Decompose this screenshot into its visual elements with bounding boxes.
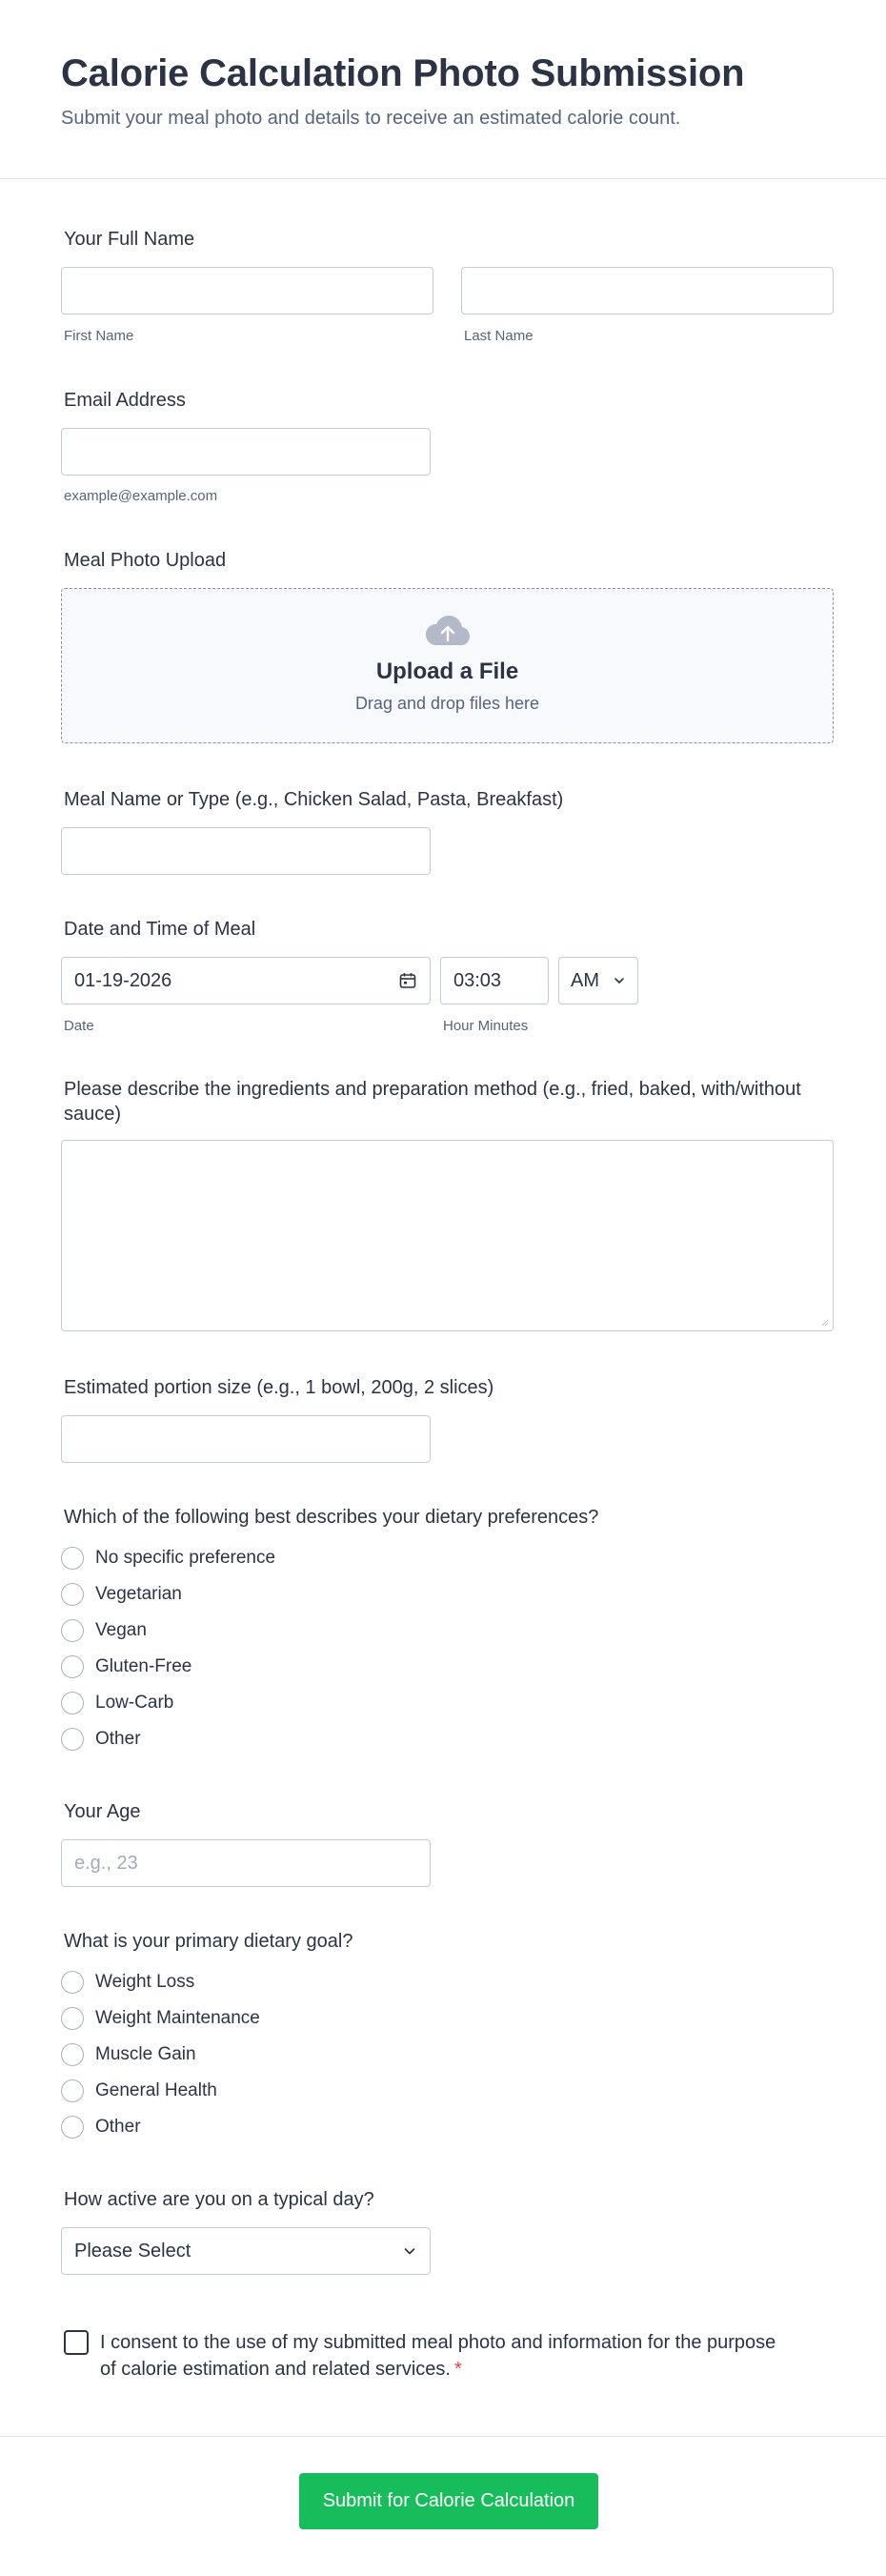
required-mark: * [453,2359,462,2380]
ampm-select[interactable] [558,957,638,1004]
goal-option-muscle-gain[interactable]: Muscle Gain [61,2037,260,2073]
submit-button[interactable]: Submit for Calorie Calculation [299,2473,598,2529]
goal-option-general-health[interactable]: General Health [61,2073,260,2109]
radio-button[interactable] [61,2116,84,2139]
date-value: 01-19-2026 [74,969,172,991]
ingredients-label: Please describe the ingredients and preparation method (e.g., fried, baked, with/without sauce) [64,1079,801,1125]
portion-label: Estimated portion size (e.g., 1 bowl, 200g, 2 slices) [64,1377,494,1398]
consent-text: I consent to the use of my submitted meal photo and information for the purpose of calorie estimation and related services. [100,2332,776,2380]
consent-field [61,2329,785,2383]
photo-label: Meal Photo Upload [64,550,227,571]
radio-button[interactable] [61,1728,84,1751]
chevron-down-icon [613,974,626,987]
form-header [0,0,886,179]
full-name-field [61,227,194,252]
consent-checkbox[interactable] [64,2330,89,2355]
full-name-label: Your Full Name [64,229,195,250]
dietary-radio-group [61,1540,275,1757]
goal-option-weight-loss[interactable]: Weight Loss [61,1964,260,2000]
date-input[interactable] [61,957,431,1004]
first-name-input[interactable] [61,267,433,314]
activity-selected-value: Please Select [74,2240,191,2262]
form-footer [0,2436,886,2576]
goal-option-other[interactable]: Other [61,2109,260,2145]
resize-handle-icon[interactable] [819,1317,829,1327]
age-input[interactable] [61,1839,431,1887]
email-sublabel: example@example.com [64,488,218,504]
goal-option-weight-maintenance[interactable]: Weight Maintenance [61,2000,260,2037]
radio-button[interactable] [61,1547,84,1570]
radio-button[interactable] [61,1655,84,1678]
radio-button[interactable] [61,2007,84,2030]
dietary-option-vegetarian[interactable]: Vegetarian [61,1576,275,1613]
ingredients-textarea[interactable] [61,1140,834,1331]
radio-button[interactable] [61,2043,84,2066]
upload-title: Upload a File [375,659,519,684]
age-label: Your Age [64,1801,141,1822]
calendar-icon[interactable] [398,971,417,990]
cloud-upload-icon [424,614,472,648]
email-input[interactable] [61,428,431,476]
radio-button[interactable] [61,1619,84,1642]
radio-button[interactable] [61,1971,84,1994]
activity-select[interactable] [61,2227,431,2275]
time-sublabel: Hour Minutes [443,1018,529,1034]
time-input[interactable] [440,957,549,1004]
dietary-option-low-carb[interactable]: Low-Carb [61,1685,275,1721]
meal-name-input[interactable] [61,827,431,875]
dietary-option-vegan[interactable]: Vegan [61,1613,275,1649]
page-subtitle: Submit your meal photo and details to receive an estimated calorie count. [61,108,681,129]
dietary-label: Which of the following best describes your dietary preferences? [64,1507,599,1528]
date-sublabel: Date [64,1018,94,1034]
ampm-value: AM [571,969,599,991]
last-name-sublabel: Last Name [464,328,534,344]
last-name-input[interactable] [461,267,834,314]
dietary-option-other[interactable]: Other [61,1721,275,1757]
page-title: Calorie Calculation Photo Submission [61,52,745,94]
portion-input[interactable] [61,1415,431,1463]
upload-hint: Drag and drop files here [354,694,540,713]
radio-button[interactable] [61,2079,84,2102]
datetime-label: Date and Time of Meal [64,919,256,940]
activity-label: How active are you on a typical day? [64,2189,374,2210]
goal-radio-group [61,1964,260,2145]
radio-button[interactable] [61,1583,84,1606]
first-name-sublabel: First Name [64,328,134,344]
file-upload-dropzone[interactable] [61,588,834,743]
dietary-option-gluten-free[interactable]: Gluten-Free [61,1649,275,1685]
radio-button[interactable] [61,1692,84,1714]
dietary-option-no-preference[interactable]: No specific preference [61,1540,275,1576]
consent-text-wrapper [100,2329,785,2383]
goal-label: What is your primary dietary goal? [64,1931,353,1952]
email-label: Email Address [64,390,186,411]
chevron-down-icon [402,2243,417,2259]
meal-name-label: Meal Name or Type (e.g., Chicken Salad, Pasta, Breakfast) [64,789,564,810]
